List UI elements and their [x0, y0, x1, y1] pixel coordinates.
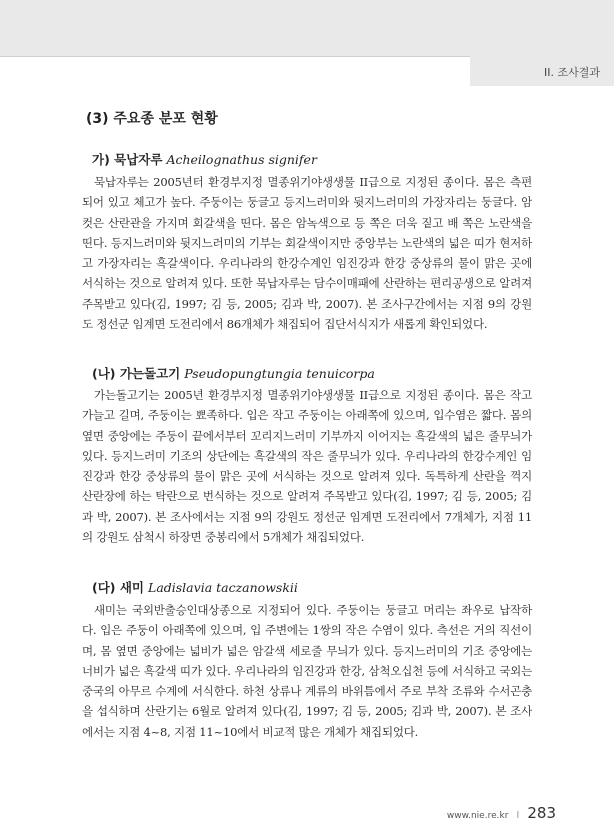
header-band [0, 0, 614, 56]
chapter-tab [470, 56, 614, 86]
species-description-1: 묵납자루는 2005년터 환경부지정 멸종위기야생생물 II급으로 지정된 종이다. 몸은 측편되어 있고 체고가 높다. 주둥이는 둥글고 등지느러미와 뒷지느러미의 가장자리는 둥글다. 암컷은 산란관을 가지며 회갈색을 띤다. 몸은 암녹색으로 등 쪽은 더욱 짙고 배 쪽은 노란색을 띤다. 등지느러미와 뒷지느러미의 기부는 회갈색이지만 중앙부는 노란색의 넓은 띠가 현저하고 가장자리는 흑갈색이다. 우리나라의 한강수계인 임진강과 한강 중상류의 물이 맑은 곳에 서식하는 것으로 알려져 있다. 또한 묵납자루는 담수이매패에 산란하는 편리공생으로 알려져 주목받고 있다(김, 1997; 김 등, 2005; 김과 박, 2007). 본 조사구간에서는 지점 9의 강원도 정선군 임계면 도전리에서 86개체가 채집되어 집단서식지가 새롭게 확인되었다. [82, 175, 532, 332]
species-heading-2 [92, 364, 375, 382]
species-heading-1 [92, 150, 317, 168]
footer-url: www.nie.re.kr [446, 811, 509, 821]
section-title: (3) 주요종 분포 현황 [86, 111, 218, 127]
page-footer [447, 804, 556, 822]
species-label: (나) 가는돌고기 [92, 366, 181, 381]
species-scientific-name: Acheilognathus signifer [166, 152, 317, 167]
header-rule [0, 56, 470, 57]
page-number: 283 [527, 804, 556, 822]
species-label: (다) 새미 [92, 580, 145, 595]
species-label: 가) 묵납자루 [92, 152, 163, 167]
footer-separator: I [516, 810, 520, 821]
species-description-3: 새미는 국외반출승인대상종으로 지정되어 있다. 주둥이는 둥글고 머리는 좌우로 납작하다. 입은 주둥이 아래쪽에 있으며, 입 주변에는 1쌍의 작은 수염이 있다. 측선은 거의 직선이며, 몸 옆면 중앙에는 넓비가 넓은 암갈색 세로줄 무늬가 있다. 등지느러미의 기조 중앙에는 너비가 넓은 흑갈색 띠가 있다. 우리나라의 임진강과 한강, 삼척오십천 등에 서식하고 국외는 중국의 아무르 수계에 서식한다. 하천 상류나 계류의 바위틈에서 주로 부착 조류와 수서곤충을 섭식하며 산란기는 6월로 알려져 있다(김, 1997; 김 등, 2005; 김과 박, 2007). 본 조사에서는 지점 4~8, 지점 11~10에서 비교적 많은 개체가 채집되었다. [82, 603, 532, 739]
species-description-2: 가는돌고기는 2005년 환경부지정 멸종위기야생생물 II급으로 지정된 종이다. 몸은 작고 가늘고 길며, 주둥이는 뾰족하다. 입은 작고 주둥이는 아래쪽에 있으며, 입수염은 짧다. 몸의 옆면 중앙에는 주둥이 끝에서부터 꼬리지느러미 기부까지 이어지는 흑갈색의 넓은 줄무늬가 있다. 등지느러미 기조의 상단에는 흑갈색의 작은 줄무늬가 있다. 우리나라의 한강수계인 임진강과 한강 중상류의 물이 맑은 곳에 서식하는 것으로 알려져 있다. 독특하게 산란을 꺽지 산란장에 하는 탁란으로 번식하는 것으로 알려져 주목받고 있다(김, 1997; 김 등, 2005; 김과 박, 2007). 본 조사에서는 지점 9의 강원도 정선군 임계면 도전리에서 7개체가, 지점 11의 강원도 삼척시 하장면 중봉리에서 5개체가 채집되었다. [82, 388, 532, 545]
species-scientific-name: Ladislavia taczanowskii [148, 580, 298, 595]
chapter-label: II. 조사결과 [544, 66, 600, 79]
species-heading-3 [92, 578, 298, 596]
species-scientific-name: Pseudopungtungia tenuicorpa [184, 366, 375, 381]
